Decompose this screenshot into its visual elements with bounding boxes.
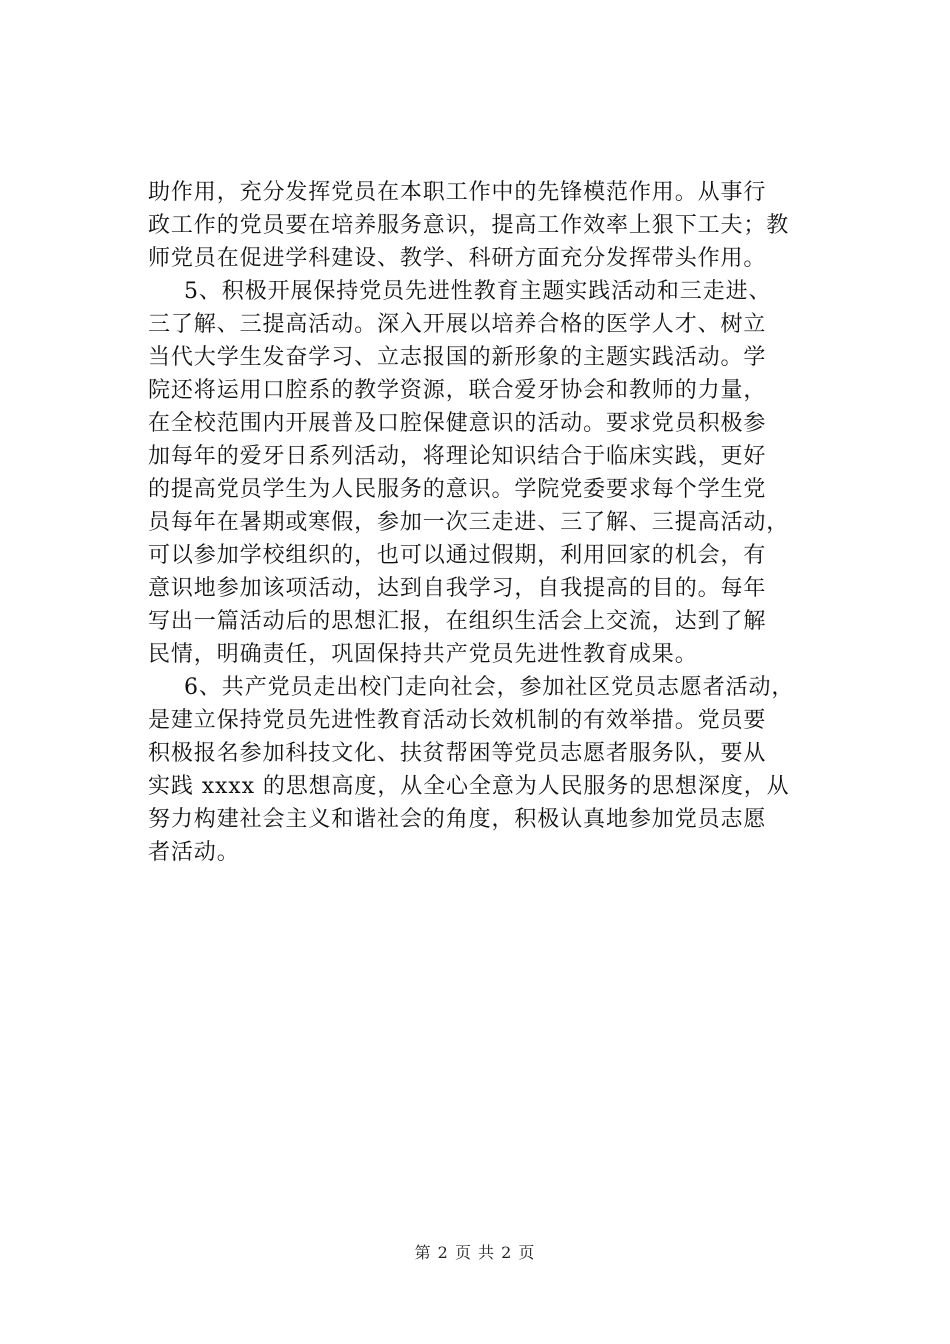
text-line: 助作用，充分发挥党员在本职工作中的先锋模范作用。从事行 — [148, 180, 767, 205]
text-line: 实践 xxxx 的思想高度，从全心全意为人民服务的思想深度，从 — [148, 774, 790, 799]
text-line: 师党员在促进学科建设、教学、科研方面充分发挥带头作用。 — [148, 246, 767, 271]
text-line: 者活动。 — [148, 840, 240, 865]
text-line: 可以参加学校组织的，也可以通过假期，利用回家的机会，有 — [148, 543, 767, 568]
paragraph-6-first-line: 6、共产党员走出校门走向社会，参加社区党员志愿者活动， — [184, 675, 795, 700]
text-line: 民情，明确责任，巩固保持共产党员先进性教育成果。 — [148, 642, 698, 667]
text-line: 员每年在暑期或寒假，参加一次三走进、三了解、三提高活动， — [148, 510, 790, 535]
text-line: 写出一篇活动后的思想汇报，在组织生活会上交流，达到了解 — [148, 609, 767, 634]
text-line: 院还将运用口腔系的教学资源，联合爱牙协会和教师的力量， — [148, 378, 767, 403]
text-line: 的提高党员学生为人民服务的意识。学院党委要求每个学生党 — [148, 477, 767, 502]
text-line: 当代大学生发奋学习、立志报国的新形象的主题实践活动。学 — [148, 345, 767, 370]
text-line: 是建立保持党员先进性教育活动长效机制的有效举措。党员要 — [148, 708, 767, 733]
text-line: 努力构建社会主义和谐社会的角度，积极认真地参加党员志愿 — [148, 807, 767, 832]
text-line: 政工作的党员要在培养服务意识，提高工作效率上狠下工夫；教 — [148, 213, 790, 238]
text-line: 在全校范围内开展普及口腔保健意识的活动。要求党员积极参 — [148, 411, 767, 436]
text-line: 积极报名参加科技文化、扶贫帮困等党员志愿者服务队，要从 — [148, 741, 767, 766]
paragraph-5-first-line: 5、积极开展保持党员先进性教育主题实践活动和三走进、 — [184, 279, 772, 304]
text-line: 意识地参加该项活动，达到自我学习，自我提高的目的。每年 — [148, 576, 767, 601]
document-body — [148, 176, 828, 869]
text-line: 加每年的爱牙日系列活动，将理论知识结合于临床实践，更好 — [148, 444, 767, 469]
text-line: 三了解、三提高活动。深入开展以培养合格的医学人才、树立 — [148, 312, 767, 337]
page-number-footer: 第 2 页 共 2 页 — [414, 1243, 536, 1262]
